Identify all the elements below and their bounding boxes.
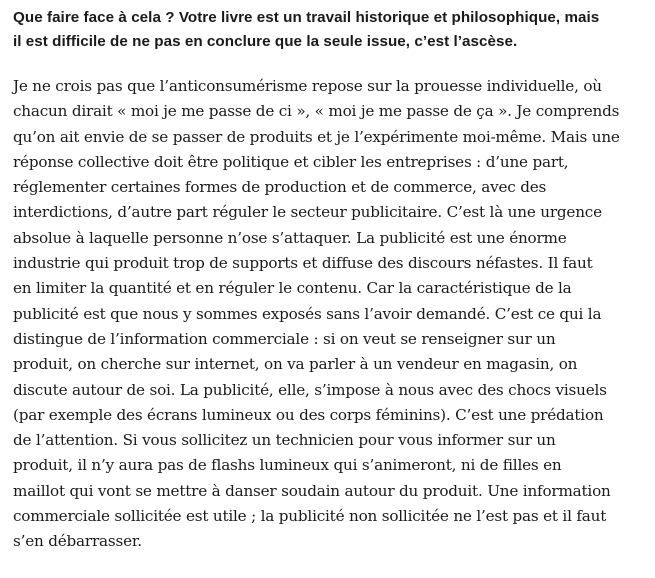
answer-line: réglementer certaines formes de production et de commerce, avec des — [13, 178, 547, 197]
interview-answer — [13, 74, 651, 555]
answer-line: produit, on cherche sur internet, on va parler à un vendeur en magasin, on — [13, 355, 578, 374]
answer-line: interdictions, d’autre part réguler le secteur publicitaire. C’est là une urgence — [13, 203, 602, 222]
question-line: Que faire face à cela ? Votre livre est un travail historique et philosophique, mais — [13, 9, 600, 26]
answer-line: industrie qui produit trop de supports et diffuse des discours néfastes. Il faut — [13, 254, 593, 273]
answer-line: qu’on ait envie de se passer de produits et je l’expérimente moi-même. Mais une — [13, 127, 620, 146]
answer-line: de l’attention. Si vous sollicitez un technicien pour vous informer sur un — [13, 431, 556, 450]
answer-line: maillot qui vont se mettre à danser soudain autour du produit. Une information — [13, 481, 611, 500]
answer-line: discute autour de soi. La publicité, elle, s’impose à nous avec des chocs visuels — [13, 380, 607, 399]
answer-line: publicité est que nous y sommes exposés sans l’avoir demandé. C’est ce qui la — [13, 304, 602, 323]
answer-line: distingue de l’information commerciale : si on veut se renseigner sur un — [13, 329, 556, 348]
answer-line: chacun dirait « moi je me passe de ci », « moi je me passe de ça ». Je comprends — [13, 102, 620, 121]
answer-line: absolue à laquelle personne n’ose s’attaquer. La publicité est une énorme — [13, 228, 567, 247]
answer-line: produit, il n’y aura pas de flashs lumineux qui s’animeront, ni de filles en — [13, 456, 562, 475]
question-line: il est difficile de ne pas en conclure que la seule issue, c’est l’ascèse. — [13, 33, 518, 50]
answer-line: s’en débarrasser. — [13, 532, 142, 551]
article-excerpt — [13, 6, 651, 555]
answer-line: (par exemple des écrans lumineux ou des corps féminins). C’est une prédation — [13, 405, 604, 424]
answer-line: réponse collective doit être politique et cibler les entreprises : d’une part, — [13, 152, 569, 171]
answer-line: en limiter la quantité et en réguler le contenu. Car la caractéristique de la — [13, 279, 572, 298]
answer-line: Je ne crois pas que l’anticonsumérisme repose sur la prouesse individuelle, où — [13, 77, 602, 95]
answer-line: commerciale sollicitée est utile ; la publicité non sollicitée ne l’est pas et il faut — [13, 507, 607, 526]
interview-question — [13, 6, 651, 54]
